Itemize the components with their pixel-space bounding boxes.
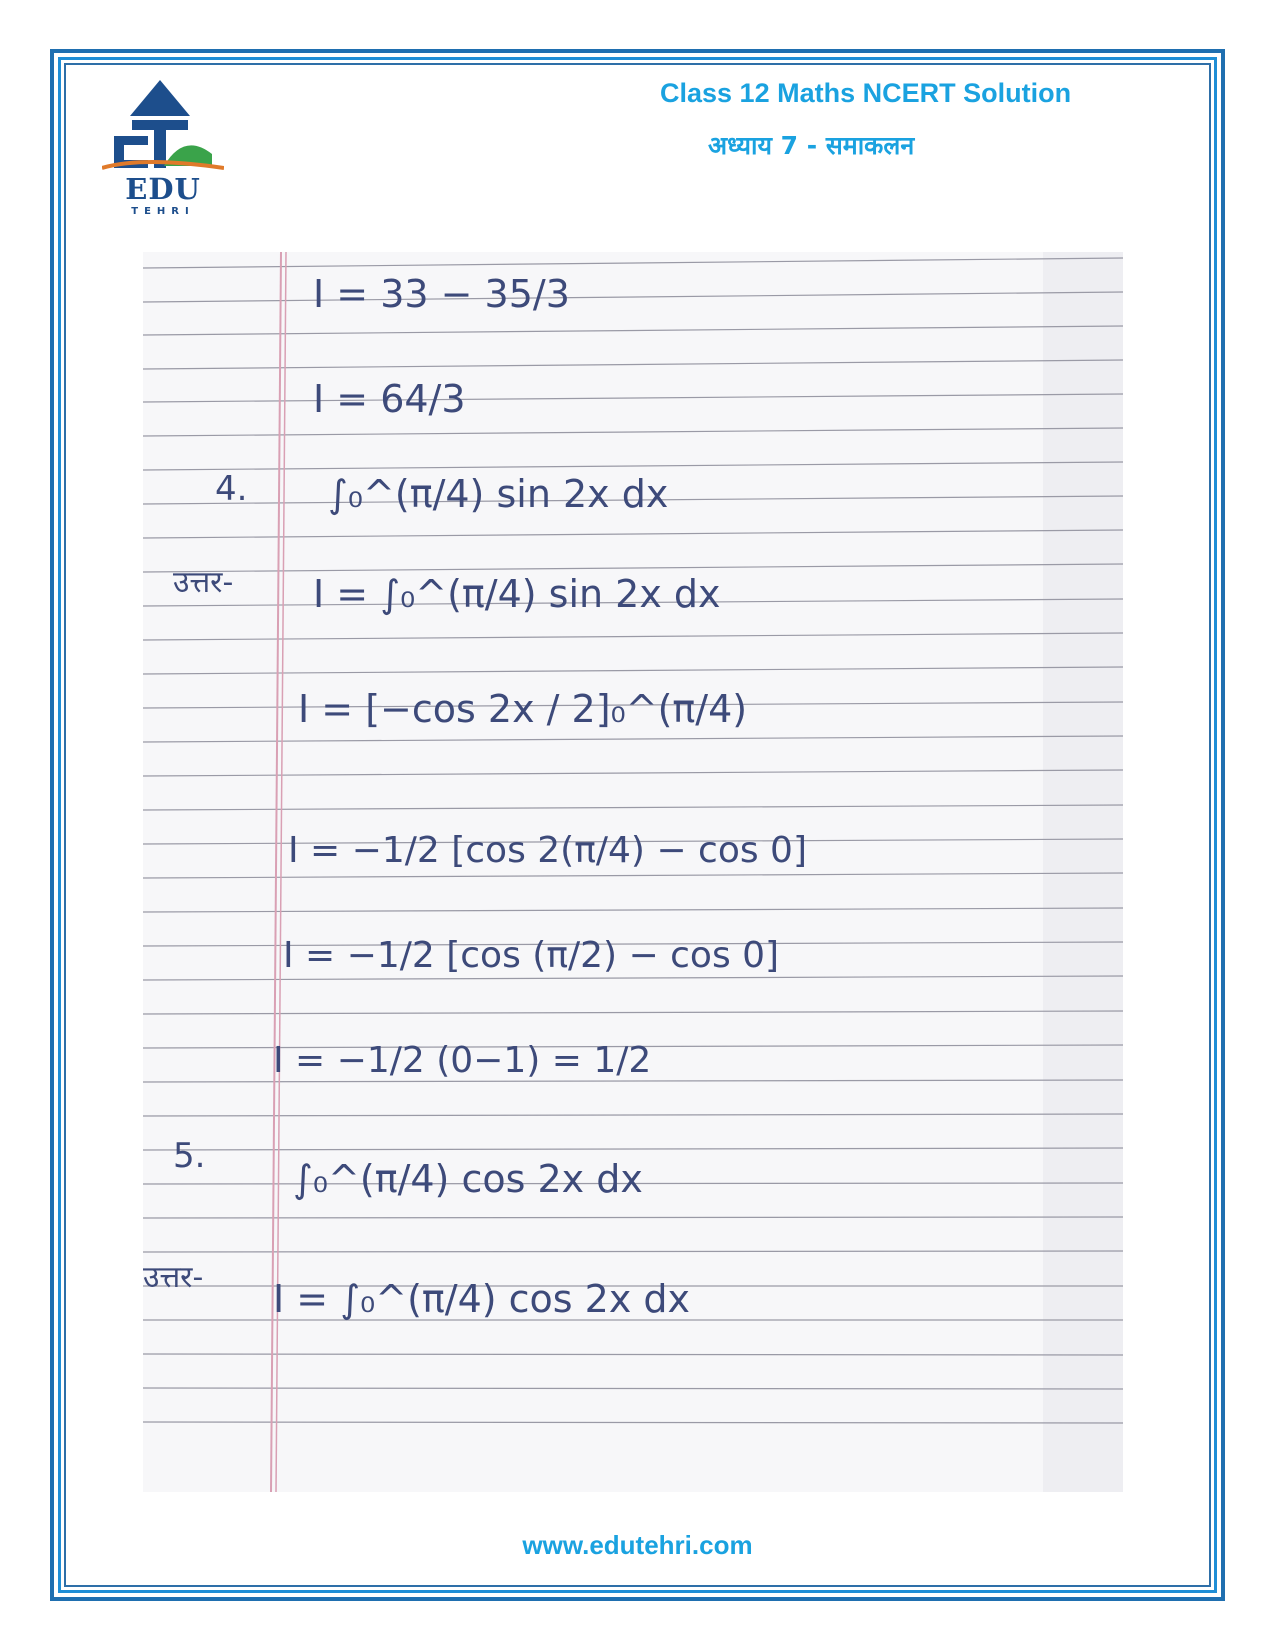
- edu-tehri-logo: [102, 80, 224, 220]
- answer-label-4: उत्तर-: [173, 565, 234, 600]
- answer-4-line-5: I = −1/2 (0−1) = 1/2: [273, 1040, 652, 1081]
- question-4-number: 4.: [215, 469, 248, 509]
- solution-line-1: I = 33 − 35/3: [313, 272, 570, 316]
- question-5-number: 5.: [173, 1136, 206, 1176]
- logo-wordmark: EDU: [125, 172, 201, 206]
- page-title: Class 12 Maths NCERT Solution: [660, 78, 1072, 108]
- logo-mountain-icon: [102, 80, 224, 180]
- footer-website-link[interactable]: www.edutehri.com: [522, 1530, 753, 1560]
- answer-4-line-1: I = ∫₀^(π/4) sin 2x dx: [313, 572, 721, 616]
- logo-subtext: TEHRI: [131, 206, 195, 217]
- answer-5-line-1: I = ∫₀^(π/4) cos 2x dx: [273, 1277, 691, 1321]
- answer-label-5: उत्तर-: [143, 1260, 204, 1295]
- solution-line-2: I = 64/3: [313, 377, 466, 421]
- question-5-text: ∫₀^(π/4) cos 2x dx: [293, 1157, 643, 1201]
- notebook-photo: [143, 252, 1123, 1492]
- question-4-text: ∫₀^(π/4) sin 2x dx: [328, 472, 669, 516]
- answer-4-line-4: I = −1/2 [cos (π/2) − cos 0]: [283, 935, 780, 976]
- answer-4-line-2: I = [−cos 2x / 2]₀^(π/4): [298, 687, 748, 731]
- chapter-subtitle: अध्याय 7 - समाकलन: [708, 131, 915, 160]
- notebook-page: [143, 252, 1123, 1492]
- answer-4-line-3: I = −1/2 [cos 2(π/4) − cos 0]: [288, 830, 807, 871]
